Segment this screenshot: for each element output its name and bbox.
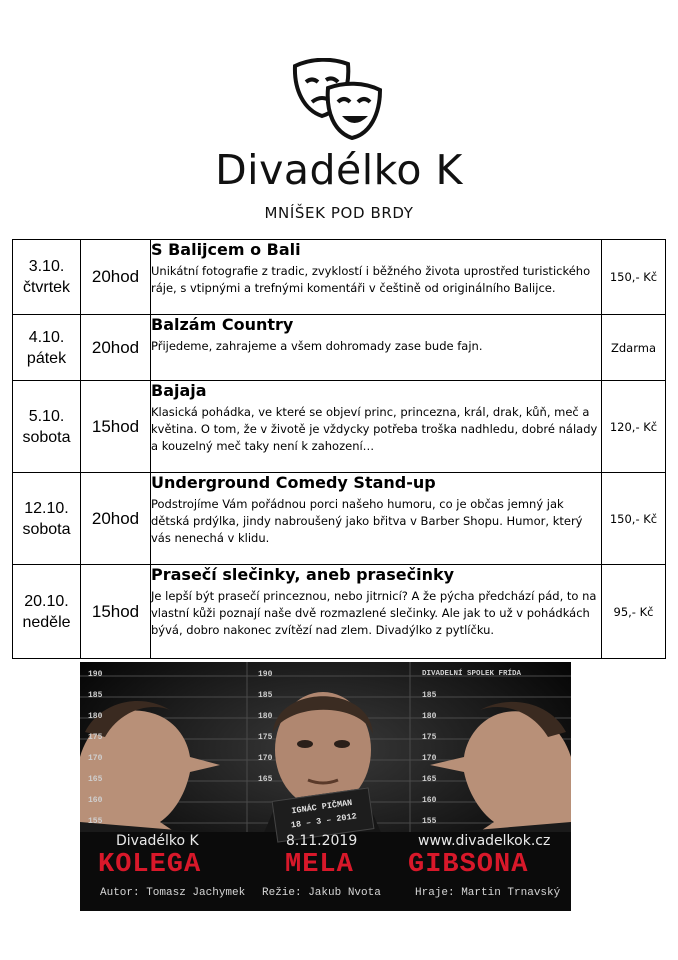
height-mark: 175: [422, 733, 437, 742]
event-date-cell: [13, 381, 81, 473]
name-card-name: IGNÁC PIČMAN: [290, 797, 353, 817]
event-date: 12.10.: [24, 499, 69, 517]
event-title: Prasečí slečinky, aneb prasečinky: [151, 565, 455, 584]
event-time: 15hod: [81, 381, 151, 473]
height-mark: 160: [88, 796, 103, 805]
poster-title-word: GIBSONA: [408, 850, 529, 880]
brand-location: MNÍŠEK POD BRDY: [264, 204, 414, 222]
height-mark: 185: [422, 691, 437, 700]
event-title: S Balijcem o Bali: [151, 240, 301, 259]
height-mark: 160: [422, 796, 437, 805]
program-row: [13, 381, 666, 473]
event-date-cell: [13, 240, 81, 315]
height-mark: 165: [422, 775, 437, 784]
poster-author: Autor: Tomasz Jachymek: [100, 887, 246, 899]
program-table: [12, 239, 666, 659]
play-poster: [80, 662, 571, 911]
event-date: 20.10.: [24, 592, 69, 610]
event-description: Podstrojíme Vám pořádnou porci našeho humoru, co je občas jemný jak dětská prdýlka, jindy nabroušený jako břitva v Barber Shopu. Humor, který vás nenechá v klidu.: [151, 497, 583, 545]
event-time: 20hod: [81, 315, 151, 381]
height-mark: 180: [258, 712, 273, 721]
event-title: Bajaja: [151, 381, 207, 400]
event-description: Přijedeme, zahrajeme a všem dohromady zase bude fajn.: [151, 339, 483, 353]
poster-title-word: KOLEGA: [98, 850, 202, 880]
event-info: [151, 565, 602, 659]
event-price: 150,- Kč: [602, 240, 666, 315]
height-mark: 180: [88, 712, 103, 721]
event-price: 150,- Kč: [602, 473, 666, 565]
event-day: sobota: [22, 428, 71, 446]
height-mark: 170: [422, 754, 437, 763]
poster-title-word: MELA: [285, 850, 354, 880]
event-date-cell: [13, 565, 81, 659]
event-description: Unikátní fotografie z tradic, zvyklostí i běžného života uprostřed turistického ráje, s vtipnými a trefnými komentáři v češtině od originálního Balijce.: [151, 264, 591, 295]
event-time: 15hod: [81, 565, 151, 659]
program-row: [13, 565, 666, 659]
poster-theatre: Divadélko K: [116, 833, 199, 849]
height-mark: 190: [88, 670, 103, 679]
height-mark: 170: [88, 754, 103, 763]
height-mark: 180: [422, 712, 437, 721]
poster-director: Režie: Jakub Nvota: [262, 887, 381, 899]
program-row: [13, 240, 666, 315]
event-time: 20hod: [81, 240, 151, 315]
company-tag: DIVADELNÍ SPOLEK FRÍDA: [422, 670, 522, 678]
event-date: 4.10.: [28, 328, 65, 346]
theater-masks-icon: [290, 58, 385, 140]
event-date: 5.10.: [28, 407, 65, 425]
program-row: [13, 315, 666, 381]
event-price: 120,- Kč: [602, 381, 666, 473]
brand-name: Divadélko K: [215, 146, 463, 194]
event-info: [151, 240, 602, 315]
event-date: 3.10.: [28, 258, 65, 275]
height-mark: 155: [422, 817, 437, 826]
event-date-cell: [13, 315, 81, 381]
event-title: Underground Comedy Stand-up: [151, 473, 436, 492]
event-description: Je lepší být prasečí princeznou, nebo jitrnicí? A že pýcha předchází pád, to na vlastní kůži poznají naše dvě rozmazlené slečinky. Ale jak to už v pohádkách bývá, dobro nakonec zvítězí nad zlem. Divadýlko z pytlíčku.: [151, 589, 597, 637]
event-info: [151, 381, 602, 473]
event-time: 20hod: [81, 473, 151, 565]
height-mark: 175: [258, 733, 273, 742]
height-mark: 185: [258, 691, 273, 700]
event-day: neděle: [22, 613, 71, 631]
poster-website: www.divadelkok.cz: [418, 833, 551, 849]
event-date-cell: [13, 473, 81, 565]
event-info: [151, 473, 602, 565]
name-card-date: 18 – 3 – 2012: [290, 811, 358, 831]
event-day: sobota: [22, 520, 71, 538]
poster-date: 8.11.2019: [286, 833, 358, 849]
event-info: [151, 315, 602, 381]
event-description: Klasická pohádka, ve které se objeví princ, princezna, král, drak, kůň, meč a květina. O tom, že v životě je vždycky potřeba troška nadhledu, dobré nálady a kouzelný meč taky není k zahození…: [151, 405, 598, 453]
height-mark: 175: [88, 733, 103, 742]
poster-actor: Hraje: Martin Trnavský: [415, 887, 561, 899]
event-title: Balzám Country: [151, 315, 294, 334]
height-mark: 190: [258, 670, 273, 679]
height-mark: 155: [88, 817, 103, 826]
program-row: [13, 473, 666, 565]
event-day: čtvrtek: [22, 279, 71, 296]
height-mark: 165: [88, 775, 103, 784]
event-price: 95,- Kč: [602, 565, 666, 659]
height-mark: 185: [88, 691, 103, 700]
height-mark: 170: [258, 754, 273, 763]
event-price: Zdarma: [602, 315, 666, 381]
event-day: pátek: [26, 349, 67, 367]
height-mark: 165: [258, 775, 273, 784]
